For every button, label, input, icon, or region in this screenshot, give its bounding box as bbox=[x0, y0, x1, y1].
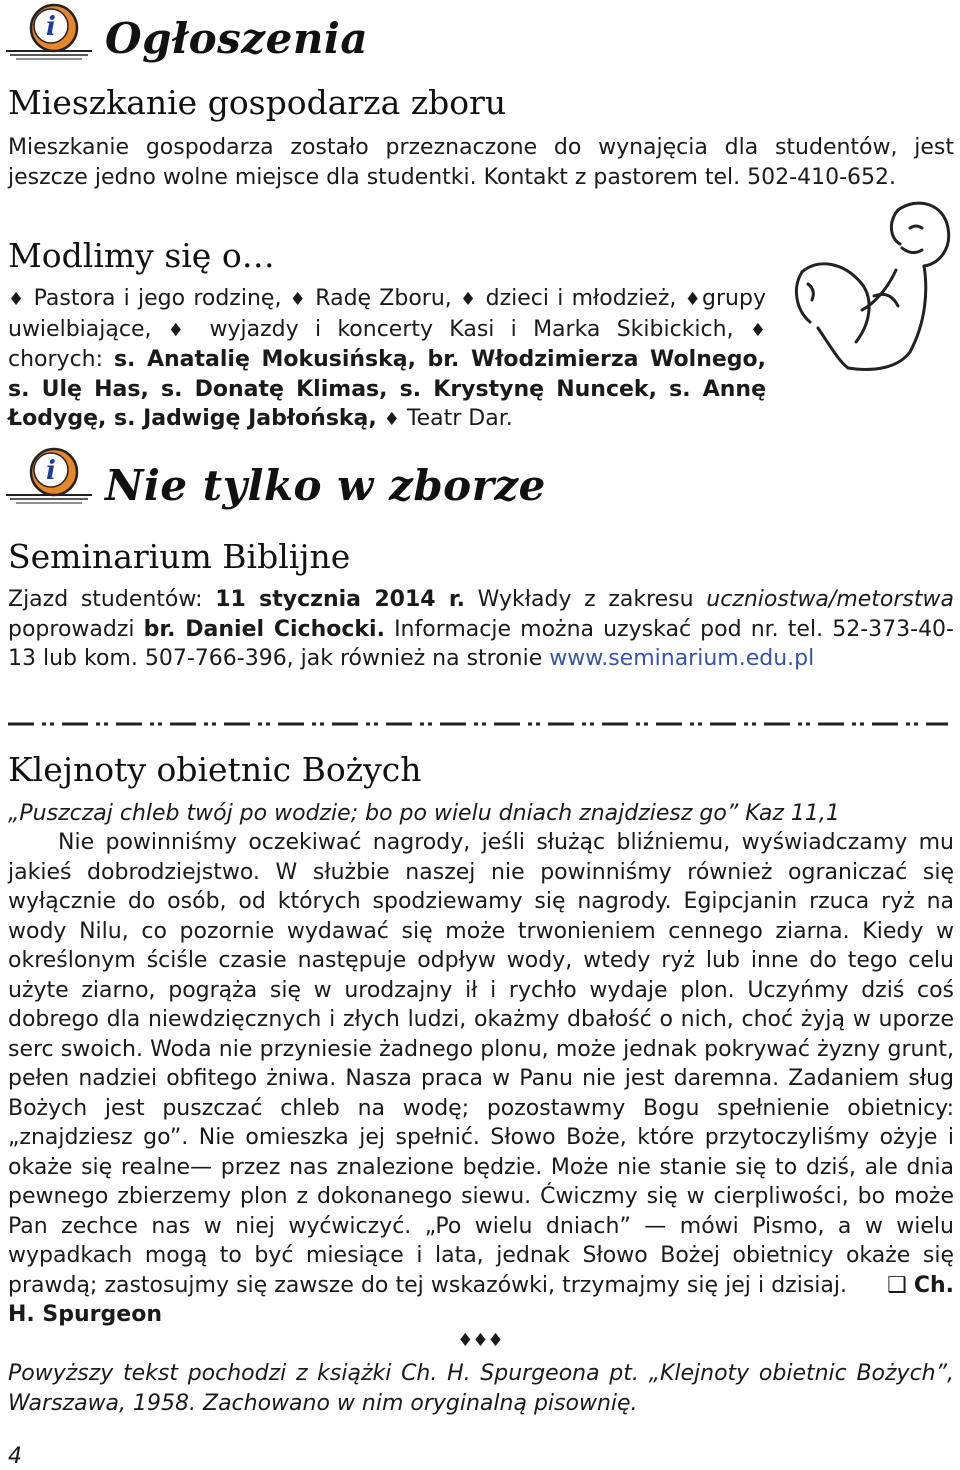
seminar-line: poprowadzi bbox=[8, 616, 135, 642]
bullet-diamond-icon: ♦ bbox=[684, 289, 703, 310]
gems-author: Ch. H. Spurgeon bbox=[8, 1272, 954, 1327]
bullet-diamond-icon: ♦ bbox=[289, 289, 308, 310]
seminar-date: 11 stycznia 2014 r. bbox=[215, 587, 465, 612]
bullet-diamond-icon: ♦ bbox=[167, 319, 194, 341]
seminar-lecturer: br. Daniel Cichocki. bbox=[143, 616, 385, 642]
section-title-outside: Nie tylko w zborze bbox=[105, 461, 546, 510]
praying-woman-illustration bbox=[778, 192, 956, 374]
source-note: Powyższy tekst pochodzi z książki Ch. H. Spurgeona pt. „Klejnoty obietnic Bożych”, Warszawa, 1958. Zachowano w nim oryginalną pisownię. bbox=[8, 1361, 954, 1416]
svg-text:i: i bbox=[46, 456, 56, 486]
dash-dot-separator bbox=[8, 718, 948, 730]
svg-text:i: i bbox=[46, 12, 56, 42]
gems-body bbox=[8, 828, 954, 1330]
bullet-diamond-icon: ♦ bbox=[749, 319, 767, 341]
prayer-heading: Modlimy się o… bbox=[8, 236, 275, 275]
prayer-item: dzieci i młodzież, bbox=[485, 286, 677, 311]
prayer-item: wyjazdy i koncerty Kasi i Marka Skibickich, bbox=[209, 316, 734, 342]
seminar-text bbox=[8, 585, 954, 674]
prayer-item: Pastora i jego rodzinę, bbox=[33, 286, 282, 311]
gems-heading: Klejnoty obietnic Bożych bbox=[8, 750, 422, 789]
seminar-topic: uczniostwa/metorstwa bbox=[706, 587, 954, 612]
gems-verse: „Puszczaj chleb twój po wodzie; bo po wielu dniach znajdziesz go” Kaz 11,1 bbox=[8, 801, 840, 826]
seminar-line: Zjazd studentów: bbox=[8, 587, 203, 612]
checkbox-icon: ❑ bbox=[886, 1272, 907, 1298]
seminar-line: Wykłady z zakresu bbox=[477, 587, 694, 612]
section-title-announcements: Ogłoszenia bbox=[105, 14, 369, 63]
prayer-item: Teatr Dar. bbox=[406, 406, 513, 431]
seminar-website-link[interactable]: www.seminarium.edu.pl bbox=[549, 646, 815, 671]
apartment-heading: Mieszkanie gospodarza zboru bbox=[8, 83, 507, 122]
info-icon bbox=[4, 2, 94, 60]
bullet-diamond-icon: ♦ bbox=[460, 289, 478, 310]
prayer-list bbox=[8, 284, 766, 435]
seminar-heading: Seminarium Biblijne bbox=[8, 537, 351, 576]
prayer-item: Radę Zboru, bbox=[315, 286, 452, 311]
prayer-item: chorych: bbox=[8, 347, 104, 372]
info-icon bbox=[4, 446, 94, 504]
bullet-diamond-icon: ♦ bbox=[8, 289, 26, 310]
prayer-item: grupy uwielbiające, bbox=[8, 286, 766, 342]
ornament-diamonds: ♦♦♦ bbox=[457, 1330, 503, 1351]
gems-body-text: Nie powinniśmy oczekiwać nagrody, jeśli służąc bliźniemu, wyświadczamy mu jakieś dobrodziejstwo. W służbie naszej nie powinniśmy również ograniczać się wyłącznie do osób, od których spodziewamy się nagrody. Egipcjanin rzuca ryż na wody Nilu, co pozornie wydawać się może trwonieniem cennego ziarna. Kiedy w określonym ściśle czasie następuje odpływ wody, wtedy ryż lub inne do tego celu użyte ziarno, pogrąża się w urodzajny ił i rychło wydaje plon. Uczyńmy dziś coś dobrego dla niewdzięcznych i złych ludzi, okażmy dbałość o nich, choć żyją w uporze serc swoich. Woda nie przyniesie żadnego plonu, może jednak pokrywać żyzny grunt, pełen nadziei obfitego żniwa. Nasza praca w Panu nie jest daremna. Zadaniem sług Bożych jest puszczać chleb na wodę; pozostawmy Bogu spełnienie obietnicy: „znajdziesz go”. Nie omieszka jej spełnić. Słowo Boże, które przytoczyliśmy ożyje i okaże się realne— przez nas znalezione będzie. Może nie stanie się to dziś, ale dnia pewnego zbierzemy plon z dokonanego siewu. Ćwiczmy się w cierpliwości, bo może Pan zechce nas w niej wyćwiczyć. „Po wielu dniach” — mówi Pismo, a w wielu wypadkach mogą to być miesiące i lata, jednak Słowo Bożej obietnicy okaże się prawdą; zastosujmy się zawsze do tej wskazówki, trzymajmy się jej i dzisiaj. bbox=[8, 830, 954, 1298]
seminar-line: Informacje można uzyskać pod nr. tel. 52-373-40-13 lub kom. 507-766-396, jak również na stronie bbox=[8, 616, 954, 671]
apartment-text: Mieszkanie gospodarza zostało przeznaczone do wynajęcia dla studentów, jest jeszcze jedno wolne miejsce dla studentki. Kontakt z pastorem tel. 502-410-652. bbox=[8, 135, 954, 190]
bullet-diamond-icon: ♦ bbox=[383, 409, 400, 430]
page-number: 4 bbox=[8, 1444, 22, 1469]
prayer-sick-names: s. Anatalię Mokusińską, br. Włodzimierza Wolnego, s. Ulę Has, s. Donatę Klimas, s. Krystynę Nuncek, s. Annę Łodygę, s. Jadwigę Jabłońską, bbox=[8, 347, 766, 431]
